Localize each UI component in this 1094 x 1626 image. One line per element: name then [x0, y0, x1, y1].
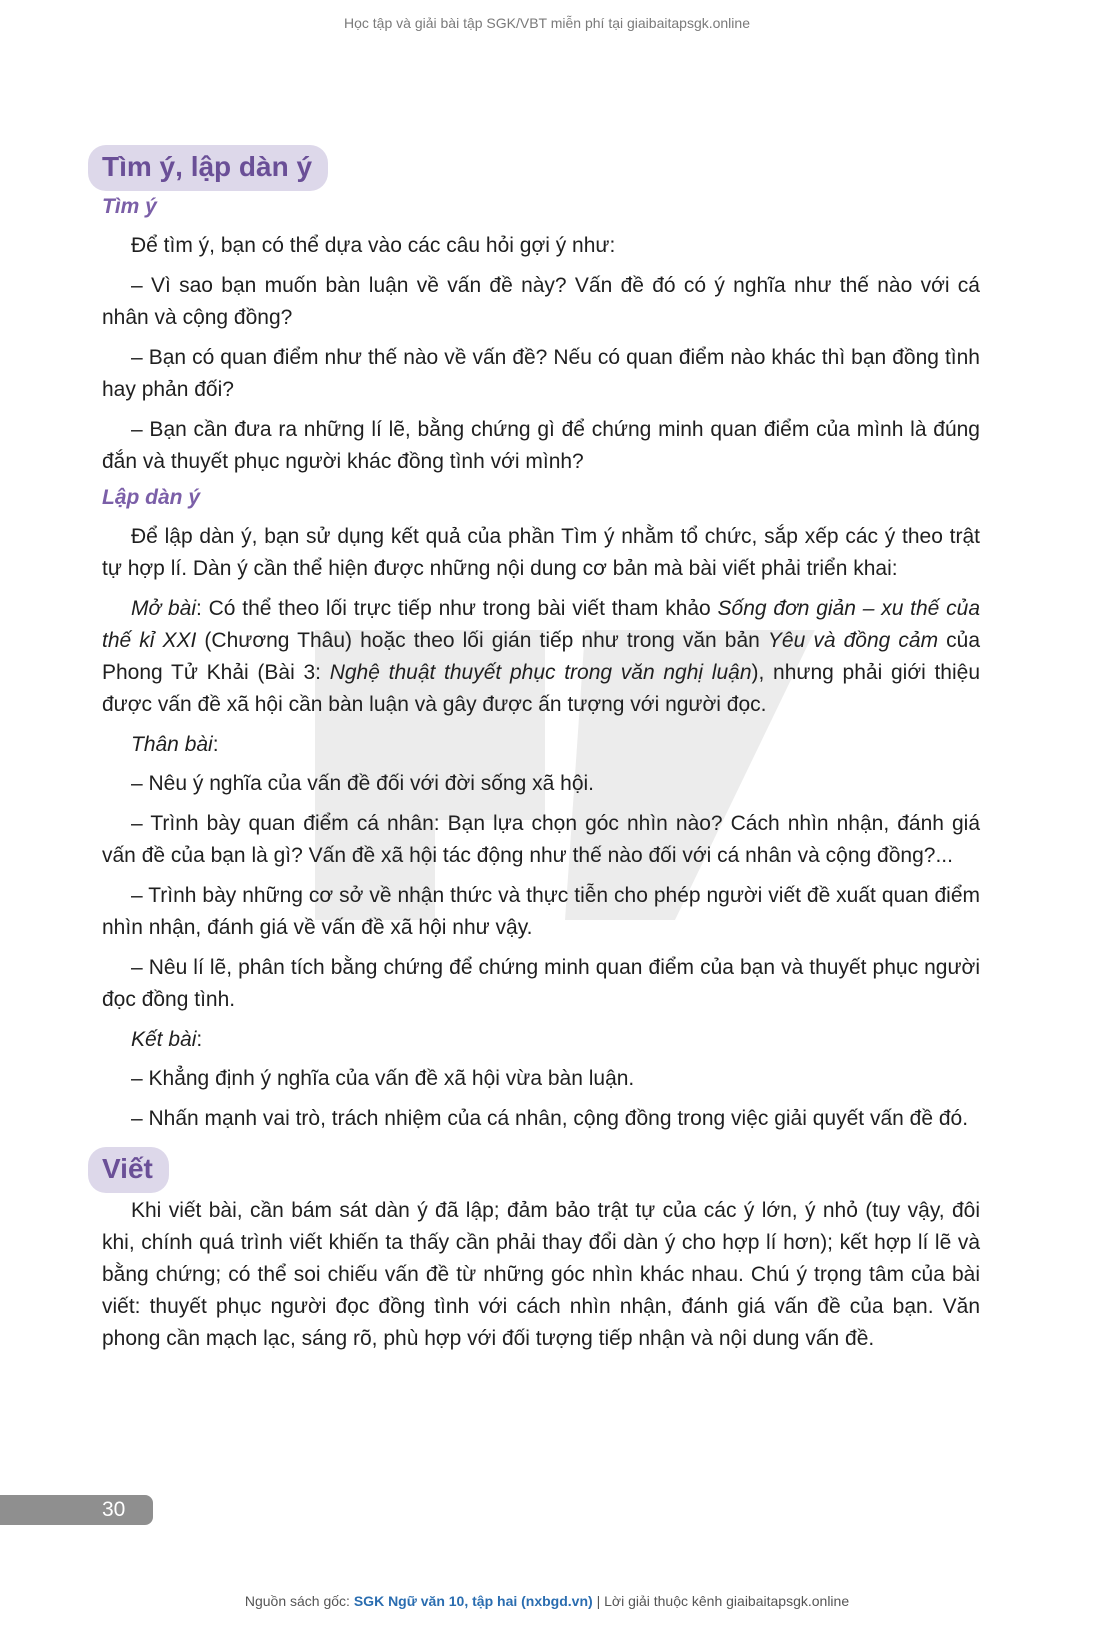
mo-bai-label: Mở bài — [131, 597, 197, 620]
than-bai-heading — [102, 729, 980, 761]
viet-content — [102, 1195, 980, 1363]
than-bai-item-3: – Trình bày những cơ sở về nhận thức và thực tiễn cho phép người viết đề xuất quan điểm nhìn nhận, đánh giá về vấn đề xã hội như vậy. — [102, 884, 980, 939]
ket-bai-item-1: – Khẳng định ý nghĩa của vấn đề xã hội vừa bàn luận. — [131, 1067, 635, 1090]
than-bai-item-2: – Trình bày quan điểm cá nhân: Bạn lựa chọn góc nhìn nào? Cách nhìn nhận, đánh giá vấn đề của bạn là gì? Vấn đề xã hội tác động như thế nào đối với cá nhân và cộng đồng?... — [102, 812, 980, 867]
than-bai-item-1: – Nêu ý nghĩa của vấn đề đối với đời sống xã hội. — [131, 772, 594, 795]
section-title-tim-y-lap-dan-y: Tìm ý, lập dàn ý — [88, 145, 328, 191]
viet-paragraph: Khi viết bài, cần bám sát dàn ý đã lập; đảm bảo trật tự của các ý lớn, ý nhỏ (tuy vậy, đôi khi, chính quá trình viết khiến ta thấy cần phải thay đổi dàn ý cho hợp lí hơn); kết hợp lí lẽ và bằng chứng; có thể soi chiếu vấn đề từ những góc nhìn khác nhau. Chú ý trọng tâm của bài viết: thuyết phục người đọc đồng tình với cách nhìn nhận, đánh giá vấn đề của bạn. Văn phong cần mạch lạc, sáng rõ, phù hợp với đối tượng tiếp nhận và nội dung vấn đề. — [102, 1199, 980, 1350]
lap-dan-y-content — [102, 521, 980, 1143]
header-note: Học tập và giải bài tập SGK/VBT miễn phí tại giaibaitapsgk.online — [344, 15, 750, 31]
subheading-tim-y: Tìm ý — [102, 195, 157, 218]
lap-dan-y-intro: Để lập dàn ý, bạn sử dụng kết quả của phần Tìm ý nhằm tổ chức, sắp xếp các ý theo trật tự hợp lí. Dàn ý cần thể hiện được những nội dung cơ bản mà bài viết phải triển khai: — [102, 525, 980, 580]
tim-y-question-3: – Bạn cần đưa ra những lí lẽ, bằng chứng gì để chứng minh quan điểm của mình là đúng đắn và thuyết phục người khác đồng tình với mình? — [102, 418, 980, 473]
footer-note — [0, 1593, 1094, 1609]
tim-y-question-2: – Bạn có quan điểm như thế nào về vấn đề? Nếu có quan điểm nào khác thì bạn đồng tình hay phản đối? — [102, 346, 980, 401]
page-number: 30 — [0, 1495, 153, 1525]
than-bai-item-4: – Nêu lí lẽ, phân tích bằng chứng để chứng minh quan điểm của bạn và thuyết phục người đọc đồng tình. — [102, 956, 980, 1011]
mo-bai-text-4: ), nhưng phải giới thiệu được vấn đề xã hội cần bàn luận và gây được ấn tượng với người đọc. — [102, 661, 981, 716]
ket-bai-colon: : — [196, 1028, 203, 1051]
mo-bai-ref-3: Nghệ thuật thuyết phục trong văn nghị luận — [329, 661, 752, 684]
ket-bai-item-2: – Nhấn mạnh vai trò, trách nhiệm của cá nhân, cộng đồng trong việc giải quyết vấn đề đó. — [131, 1107, 969, 1130]
footer-source-link[interactable]: SGK Ngữ văn 10, tập hai (nxbgd.vn) — [353, 1593, 593, 1609]
ket-bai-heading — [102, 1024, 980, 1056]
footer-suffix: | Lời giải thuộc kênh giaibaitapsgk.online — [592, 1593, 850, 1609]
mo-bai-ref-1: Sống đơn giản – xu thế của thế kỉ XXI — [102, 597, 981, 652]
than-bai-label: Thân bài — [131, 733, 213, 756]
tim-y-content — [102, 230, 980, 486]
mo-bai-paragraph — [102, 593, 980, 721]
ket-bai-label: Kết bài — [131, 1028, 197, 1051]
tim-y-question-1: – Vì sao bạn muốn bàn luận về vấn đề này? Vấn đề đó có ý nghĩa như thế nào với cá nhân và cộng đồng? — [102, 274, 980, 329]
section-title-viet: Viết — [88, 1147, 169, 1193]
mo-bai-ref-2: Yêu và đồng cảm — [767, 629, 939, 652]
mo-bai-text-3: của Phong Tử Khải (Bài 3: — [102, 629, 980, 684]
tim-y-intro: Để tìm ý, bạn có thể dựa vào các câu hỏi gợi ý như: — [131, 234, 616, 257]
mo-bai-text-2: (Chương Thâu) hoặc theo lối gián tiếp như trong văn bản — [196, 629, 768, 652]
mo-bai-text-1: : Có thể theo lối trực tiếp như trong bài viết tham khảo — [196, 597, 718, 620]
subheading-lap-dan-y: Lập dàn ý — [102, 486, 201, 509]
footer-prefix: Nguồn sách gốc: — [244, 1593, 354, 1609]
than-bai-colon: : — [212, 733, 219, 756]
